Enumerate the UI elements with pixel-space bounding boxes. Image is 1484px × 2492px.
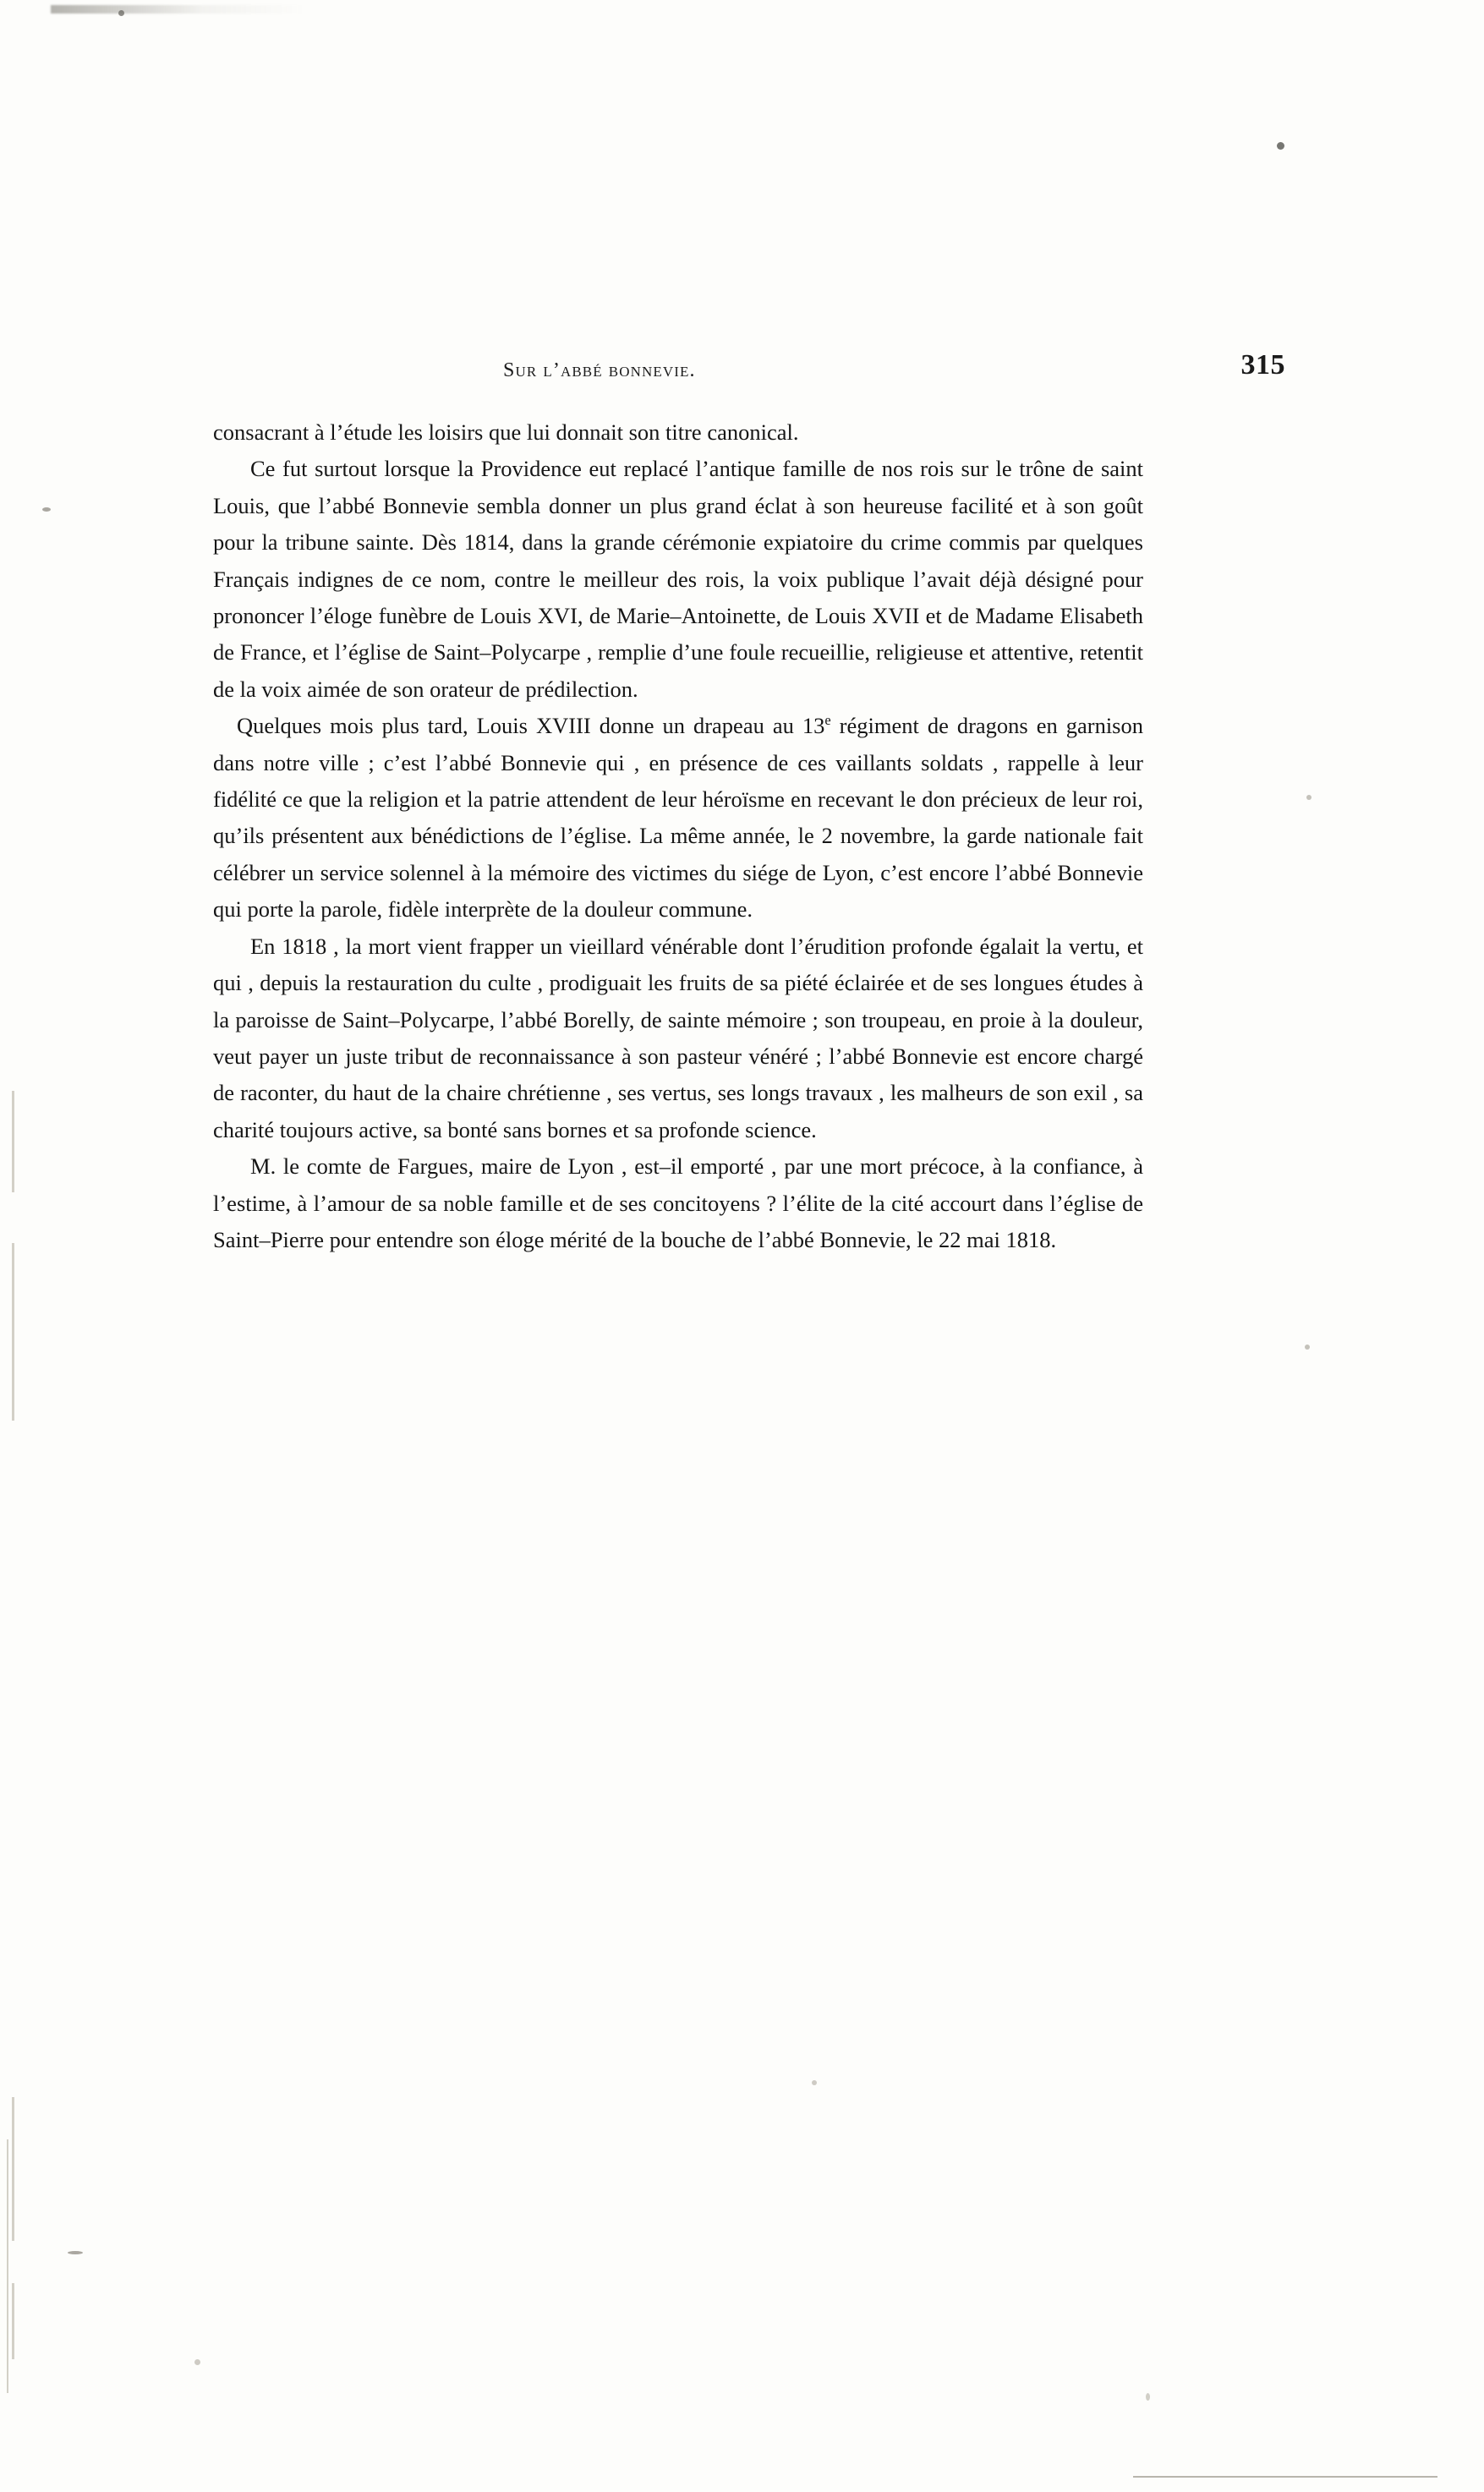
paragraph-1: Ce fut surtout lorsque la Providence eut replacé l’antique famille de nos rois sur le trône de saint Louis, que l’abbé Bonnevie sembla donner un plus grand éclat à son heureuse facilité et à son goût pour la tribune sainte. Dès 1814, dans la grande cérémonie expiatoire du crime commis par quelques Français indignes de ce nom, contre le meilleur des rois, la voix publique l’avait déjà désigné pour prononcer l’éloge funèbre de Louis XVI, de Marie–Antoinette, de Louis XVII et de Madame Elisabeth de France, et l’église de Saint–Polycarpe , remplie d’une foule recueillie, religieuse et attentive, retentit de la voix aimée de son orateur de prédilection. [213,456,1143,702]
paragraph-3: En 1818 , la mort vient frapper un vieillard vénérable dont l’érudition profonde égalait la vertu, et qui , depuis la restauration du culte , prodiguait les fruits de sa piété éclairée et de ses longues études à la paroisse de Saint–Polycarpe, l’abbé Borelly, de sainte mémoire ; son troupeau, en proie à la douleur, veut payer un juste tribut de reconnaissance à son pasteur vénéré ; l’abbé Bonnevie est encore chargé de raconter, du haut de la chaire chrétienne , ses vertus, ses longs travaux , les malheurs de son exil , sa charité toujours active, sa bonté sans bornes et sa profonde science. [213,933,1143,1142]
paragraph-0: consacrant à l’étude les loisirs que lui donnait son titre canonical. [213,419,799,445]
body-text [213,414,1143,1258]
page-header [211,349,1285,393]
running-head: Sur l’abbé bonnevie. [503,359,696,381]
paragraph-4: M. le comte de Fargues, maire de Lyon , est–il emporté , par une mort précoce, à la confiance, à l’estime, à l’amour de sa noble famille et de ses concitoyens ? l’élite de la cité accourt dans l’église de Saint–Pierre pour entendre son éloge mérité de la bouche de l’abbé Bonnevie, le 22 mai 1818. [213,1153,1143,1252]
page-number: 315 [1240,349,1285,381]
paragraph-2: Quelques mois plus tard, Louis XVIII donne un drapeau au 13e régiment de dragons en garnison dans notre ville ; c’est l’abbé Bonnevie qui , en présence de ces vaillants soldats , rappelle à leur fidélité ce que la religion et la patrie attendent de leur héroïsme en recevant le don précieux de leur roi, qu’ils présentent aux bénédictions de l’église. La même année, le 2 novembre, la garde nationale fait célébrer un service solennel à la mémoire des victimes du siége de Lyon, c’est encore l’abbé Bonnevie qui porte la parole, fidèle interprète de la douleur commune. [213,712,1143,923]
